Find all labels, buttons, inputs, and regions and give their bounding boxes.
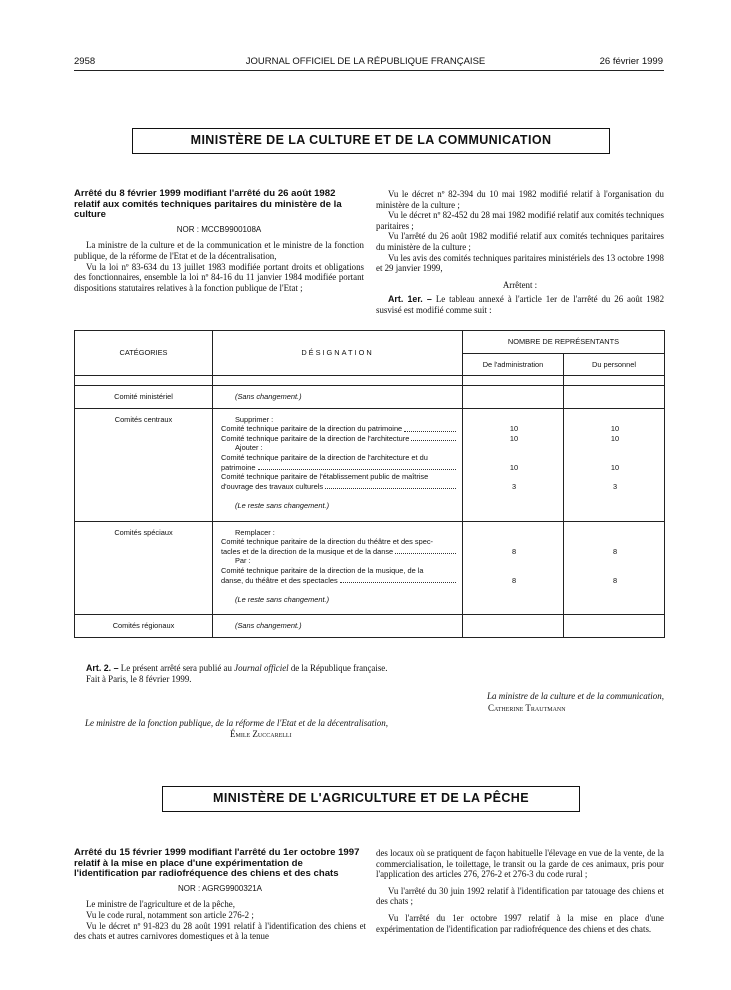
article-2-journal: Journal officiel — [234, 663, 289, 673]
preamble-paragraph: La ministre de la culture et de la communication et le ministre de la fonction publique, de la réforme de l'Etat et de la décentralisation, — [74, 240, 364, 261]
designation-text: Comité technique paritaire de l'établissement public de maîtrise — [221, 472, 429, 482]
administration-value — [471, 415, 557, 425]
header-personnel: Du personnel — [564, 354, 665, 376]
page-number: 2958 — [74, 56, 96, 67]
signature-2-role: Le ministre de la fonction publique, de la réforme de l'Etat et de la décentralisation, — [85, 718, 389, 728]
personnel-value — [572, 537, 658, 547]
designation-text: danse, du théâtre et des spectacles — [221, 575, 338, 585]
section2-left-column — [74, 848, 366, 942]
article-2-text-before: Le présent arrêté sera publié au — [120, 663, 232, 673]
designation-text: d'ouvrage des travaux culturels — [221, 481, 324, 491]
personnel-value — [572, 566, 658, 576]
designation-line — [221, 463, 456, 473]
personnel-value — [572, 472, 658, 482]
designation-line — [221, 482, 456, 492]
issue-date: 26 février 1999 — [599, 56, 663, 67]
nor-reference: NOR : MCCB9900108A — [176, 224, 262, 234]
article-2-text-after: de la République française. — [290, 663, 388, 673]
personnel-value — [572, 556, 658, 566]
preamble-paragraph: Vu l'arrêté du 26 août 1982 modifié relatif aux comités techniques paritaires du ministère de la culture ; — [376, 231, 664, 252]
representatives-table-wrapper — [74, 330, 664, 638]
arretent: Arrêtent : — [502, 279, 538, 290]
personnel-cell — [564, 408, 665, 521]
designation-text: Supprimer : — [235, 414, 274, 424]
designation-text: Comité technique paritaire de la direction de la musique, de la — [221, 565, 424, 575]
designation-line — [221, 528, 456, 538]
administration-value — [471, 566, 557, 576]
administration-value — [471, 443, 557, 453]
section1-right-column — [376, 189, 664, 316]
designation-text: (Le reste sans changement.) — [235, 594, 330, 604]
designation-text: Ajouter : — [235, 443, 263, 453]
personnel-value — [572, 415, 658, 425]
administration-value — [471, 501, 557, 511]
article-1 — [376, 294, 664, 315]
designation-line — [221, 415, 456, 425]
leader-dots — [258, 468, 456, 470]
article-1-label: Art. 1er. – — [388, 294, 432, 305]
personnel-value — [572, 585, 658, 595]
nor-reference-2: NOR : AGRG9900321A — [177, 883, 263, 893]
designation-line — [221, 491, 456, 501]
preamble-paragraph: Vu les avis des comités techniques paritaires ministériels des 13 octobre 1998 et 29 janvier 1999, — [376, 252, 664, 274]
preamble-paragraph: Vu l'arrêté du 1er octobre 1997 relatif à la mise en place d'une expérimentation de l'identification par radiofréquence des chiens et des chats. — [376, 912, 664, 934]
fait-a-paris: Fait à Paris, le 8 février 1999. — [86, 673, 192, 684]
preamble-paragraph: Vu le décret nº 91-823 du 28 août 1991 relatif à l'identification des chiens et des chats et autres carnivores domestiques et à la tenue — [74, 920, 366, 942]
article-1-text: Le tableau annexé à l'article 1er de l'arrêté du 26 août 1982 susvisé est modifié comme suit : — [376, 294, 665, 315]
designation-line — [221, 434, 456, 444]
personnel-value — [572, 443, 658, 453]
administration-value: 10 — [509, 424, 519, 434]
header-administration: De l'administration — [463, 354, 564, 376]
signature-2-name: Émile Zuccarelli — [230, 729, 292, 739]
leader-dots — [404, 430, 456, 432]
table-row — [75, 408, 665, 521]
personnel-value — [572, 491, 658, 501]
personnel-value — [572, 453, 658, 463]
article-2-block — [74, 663, 466, 684]
preamble-paragraph: Vu l'arrêté du 30 juin 1992 relatif à l'identification par tatouage des chiens et des chats ; — [376, 885, 664, 907]
ministry-culture-box: MINISTÈRE DE LA CULTURE ET DE LA COMMUNICATION — [132, 128, 610, 154]
designation-text: (Sans changement.) — [235, 621, 302, 631]
leader-dots — [325, 487, 456, 489]
preamble-paragraph: Le ministre de l'agriculture et de la pêche, — [86, 899, 235, 910]
administration-value — [471, 453, 557, 463]
administration-cell — [463, 615, 564, 638]
administration-value — [471, 528, 557, 538]
preamble-paragraph: Vu la loi nº 83-634 du 13 juillet 1983 modifiée portant droits et obligations des fonctionnaires, ensemble la loi nº 84-16 du 11 janvier 1984 modifiée portant dispositions statutaires relatives à la fonction publique de l'Etat ; — [74, 261, 364, 293]
administration-value: 3 — [511, 481, 517, 491]
section2-right-column — [376, 848, 664, 934]
personnel-value — [572, 621, 658, 631]
administration-cell — [463, 408, 564, 521]
administration-value: 8 — [511, 575, 517, 585]
table-row — [75, 386, 665, 409]
designation-line — [221, 424, 456, 434]
preamble-paragraph: des locaux où se pratiquent de façon habituelle l'élevage en vue de la vente, de la commercialisation, le toilettage, le transit ou la garde de ces animaux, pris pour l'application des articles 276, 276-2 et 276-3 du code rural ; — [376, 848, 664, 880]
category-cell: Comités régionaux — [75, 615, 213, 638]
designation-text: tacles et de la direction de la musique et de la danse — [221, 546, 394, 556]
personnel-cell — [564, 386, 665, 409]
administration-value — [471, 556, 557, 566]
personnel-value: 8 — [612, 546, 618, 556]
journal-title: JOURNAL OFFICIEL DE LA RÉPUBLIQUE FRANÇAISE — [245, 56, 486, 67]
leader-dots — [411, 439, 456, 441]
administration-cell — [463, 386, 564, 409]
leader-dots — [340, 581, 456, 583]
preamble-paragraph: Vu le décret nº 82-394 du 10 mai 1982 modifié relatif à l'organisation du ministère de la culture ; — [376, 189, 664, 210]
designation-line — [221, 453, 456, 463]
category-cell: Comités centraux — [75, 408, 213, 521]
signature-1-name: Catherine Trautmann — [488, 703, 566, 713]
table-row — [75, 615, 665, 638]
administration-value — [471, 537, 557, 547]
personnel-value: 10 — [610, 433, 620, 443]
ministry-agriculture-box: MINISTÈRE DE L'AGRICULTURE ET DE LA PÊCHE — [162, 786, 580, 812]
designation-text: Par : — [235, 556, 251, 566]
designation-cell — [213, 386, 463, 409]
administration-value — [471, 595, 557, 605]
preamble-paragraph: Vu le code rural, notamment son article 276-2 ; — [86, 909, 254, 920]
table-row — [75, 521, 665, 615]
designation-cell — [213, 408, 463, 521]
designation-line — [221, 556, 456, 566]
designation-text: Comité technique paritaire de la direction de l'architecture et du — [221, 452, 428, 462]
designation-text: (Le reste sans changement.) — [235, 500, 330, 510]
designation-line — [221, 585, 456, 595]
category-cell: Comité ministériel — [75, 386, 213, 409]
table-body — [75, 386, 665, 638]
personnel-value — [572, 528, 658, 538]
designation-cell — [213, 521, 463, 615]
personnel-value: 10 — [610, 462, 620, 472]
personnel-value — [572, 595, 658, 605]
header-rule — [74, 70, 664, 71]
administration-value: 10 — [509, 462, 519, 472]
header-representatives: NOMBRE DE REPRÉSENTANTS — [463, 331, 665, 354]
designation-line — [221, 392, 456, 402]
administration-value — [471, 491, 557, 501]
designation-text: Comité technique paritaire de la direction de l'architecture — [221, 433, 410, 443]
signature-1-role: La ministre de la culture et de la communication, — [486, 691, 664, 701]
header-designation: DÉSIGNATION — [213, 331, 463, 376]
section1-left-column — [74, 189, 364, 293]
personnel-value: 8 — [612, 575, 618, 585]
administration-value — [471, 621, 557, 631]
designation-line — [221, 566, 456, 576]
representatives-table — [74, 330, 665, 638]
administration-value — [471, 392, 557, 402]
personnel-value — [572, 392, 658, 402]
administration-value: 8 — [511, 546, 517, 556]
personnel-cell — [564, 615, 665, 638]
designation-line — [221, 537, 456, 547]
administration-cell — [463, 521, 564, 615]
decree-title: Arrêté du 8 février 1999 modifiant l'arrêté du 26 août 1982 relatif aux comités techniques paritaires du ministère de la culture — [74, 188, 342, 221]
designation-line — [221, 576, 456, 586]
personnel-value: 3 — [612, 481, 618, 491]
designation-line — [221, 621, 456, 631]
decree-title-2: Arrêté du 15 février 1999 modifiant l'arrêté du 1er octobre 1997 relatif à la mise en place d'une expérimentation de l'identification par radiofréquence des chiens et des chats — [74, 847, 360, 880]
designation-text: Comité technique paritaire de la direction du théâtre et des spec- — [221, 537, 433, 547]
designation-line — [221, 547, 456, 557]
designation-line — [221, 501, 456, 511]
personnel-value — [572, 501, 658, 511]
designation-line — [221, 472, 456, 482]
administration-value: 10 — [509, 433, 519, 443]
preamble-paragraph: Vu le décret nº 82-452 du 28 mai 1982 modifié relatif aux comités techniques paritaires ; — [376, 210, 664, 231]
personnel-cell — [564, 521, 665, 615]
article-2 — [74, 663, 466, 674]
designation-line — [221, 595, 456, 605]
administration-value — [471, 585, 557, 595]
designation-line — [221, 443, 456, 453]
designation-text: Comité technique paritaire de la direction du patrimoine — [221, 424, 403, 434]
header-categories: CATÉGORIES — [75, 331, 213, 376]
designation-cell — [213, 615, 463, 638]
designation-text: Remplacer : — [235, 527, 275, 537]
article-2-label: Art. 2. – — [86, 663, 119, 673]
designation-text: (Sans changement.) — [235, 392, 302, 401]
designation-text: patrimoine — [221, 462, 256, 472]
leader-dots — [395, 552, 456, 554]
administration-value — [471, 472, 557, 482]
category-cell: Comités spéciaux — [75, 521, 213, 615]
personnel-value: 10 — [610, 424, 620, 434]
